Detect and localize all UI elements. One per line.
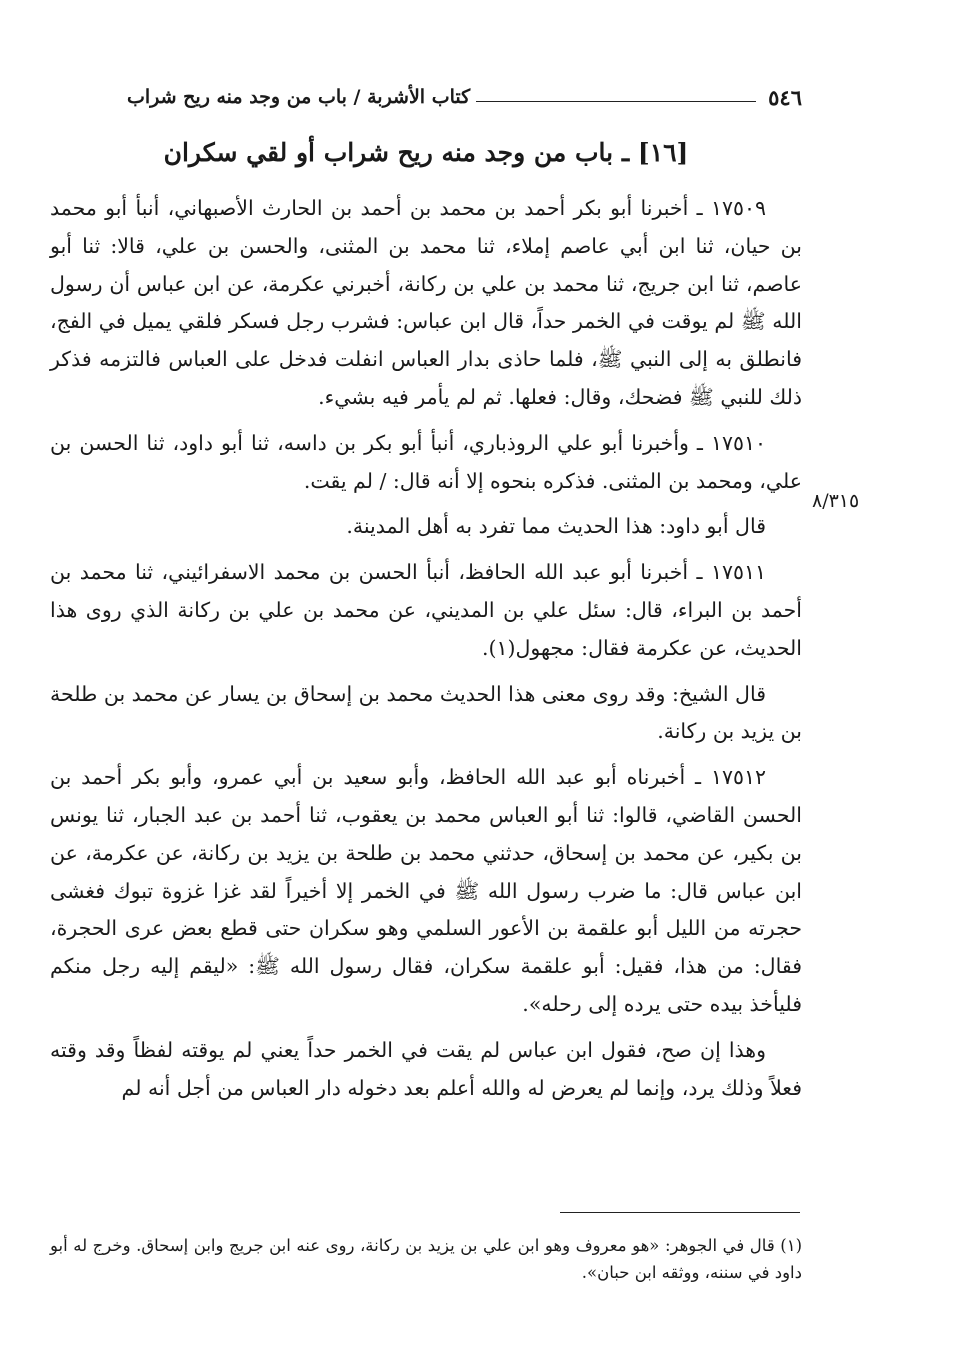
main-text <box>50 190 802 1115</box>
sheikh-comment: قال الشيخ: وقد روى معنى هذا الحديث محمد بن إسحاق بن يسار عن محمد بن طلحة بن يزيد بن ركانة. <box>50 681 802 744</box>
closing-commentary: وهذا إن صح، فقول ابن عباس لم يقت في الخمر حداً يعني لم يوقته لفظاً وقد وقته فعلاً وذلك يرد، وإنما لم يعرض له والله أعلم بعد دخوله دار العباس من أجل أنه لم <box>50 1037 802 1100</box>
hadith-17512: ١٧٥١٢ ـ أخبرناه أبو عبد الله الحافظ، وأبو سعيد بن أبي عمرو، وأبو بكر أحمد بن الحسن القاضي، قالوا: ثنا أبو العباس محمد بن يعقوب، ثنا أحمد بن عبد الجبار، ثنا يونس بن بكير، عن محمد بن إسحاق، حدثني محمد بن طلحة بن يزيد بن ركانة، عن عكرمة، عن ابن عباس قال: ما ضرب رسول الله ﷺ في الخمر إلا أخيراً لقد غزا غزوة تبوك فغشى حجرته من الليل أبو علقمة بن الأعور السلمي وهو سكران حتى قطع بعض عرى الحجرة، فقال: من هذا، فقيل: أبو علقمة سكران، فقال رسول الله ﷺ: «ليقم إليه رجل منكم فليأخذ بيده حتى يرده إلى رحله». <box>50 765 802 1016</box>
hadith-17511: ١٧٥١١ ـ أخبرنا أبو عبد الله الحافظ، أنبأ الحسن بن محمد الاسفرائيني، ثنا محمد بن أحمد بن البراء، قال: سئل علي بن المديني، عن محمد بن علي بن ركانة الذي روى هذا الحديث، عن عكرمة فقال: مجهول(١). <box>50 560 802 660</box>
running-header <box>50 82 802 112</box>
hadith-17510: ١٧٥١٠ ـ وأخبرنا أبو علي الروذباري، أنبأ أبو بكر بن داسه، ثنا أبو داود، ثنا الحسن بن علي، ومحمد بن المثنى. فذكره بنحوه إلا أنه قال: / لم يقت. <box>50 430 802 493</box>
hadith-17509: ١٧٥٠٩ ـ أخبرنا أبو بكر أحمد بن محمد بن أحمد بن الحارث الأصبهاني، أنبأ أبو محمد بن حيان، ثنا ابن أبي عاصم إملاء، ثنا محمد بن المثنى، والحسن بن علي، قالا: ثنا أبو عاصم، ثنا ابن جريج، ثنا محمد بن علي بن ركانة، أخبرني عكرمة، عن ابن عباس أن رسول الله ﷺ لم يوقت في الخمر حداً، قال ابن عباس: فشرب رجل فسكر فلقي يميل في الفج، فانطلق به إلى النبي ﷺ، فلما حاذى بدار العباس انفلت فدخل على العباس فالتزمه فذكر ذلك للنبي ﷺ فضحك، وقال: فعلها. ثم لم يأمر فيه بشيء. <box>50 196 802 409</box>
page-number: ٥٤٦ <box>768 84 802 110</box>
header-rule <box>476 101 756 102</box>
running-title: كتاب الأشربة / باب من وجد منه ريح شراب <box>126 86 471 108</box>
footnote <box>50 1232 802 1286</box>
chapter-title: [١٦] ـ باب من وجد منه ريح شراب أو لقي سكران <box>163 138 689 167</box>
footnote-rule <box>560 1212 800 1213</box>
abu-dawud-comment: قال أبو داود: هذا الحديث مما تفرد به أهل المدينة. <box>346 514 766 539</box>
footnote-1: (١) قال في الجوهر: «هو معروف وهو ابن علي بن يزيد بن ركانة، روى عنه ابن جريج وابن إسحاق. وخرج له أبو داود في سننه، ووثقه ابن حبان». <box>50 1236 802 1282</box>
margin-reference: ٨/٣١٥ <box>812 490 860 512</box>
